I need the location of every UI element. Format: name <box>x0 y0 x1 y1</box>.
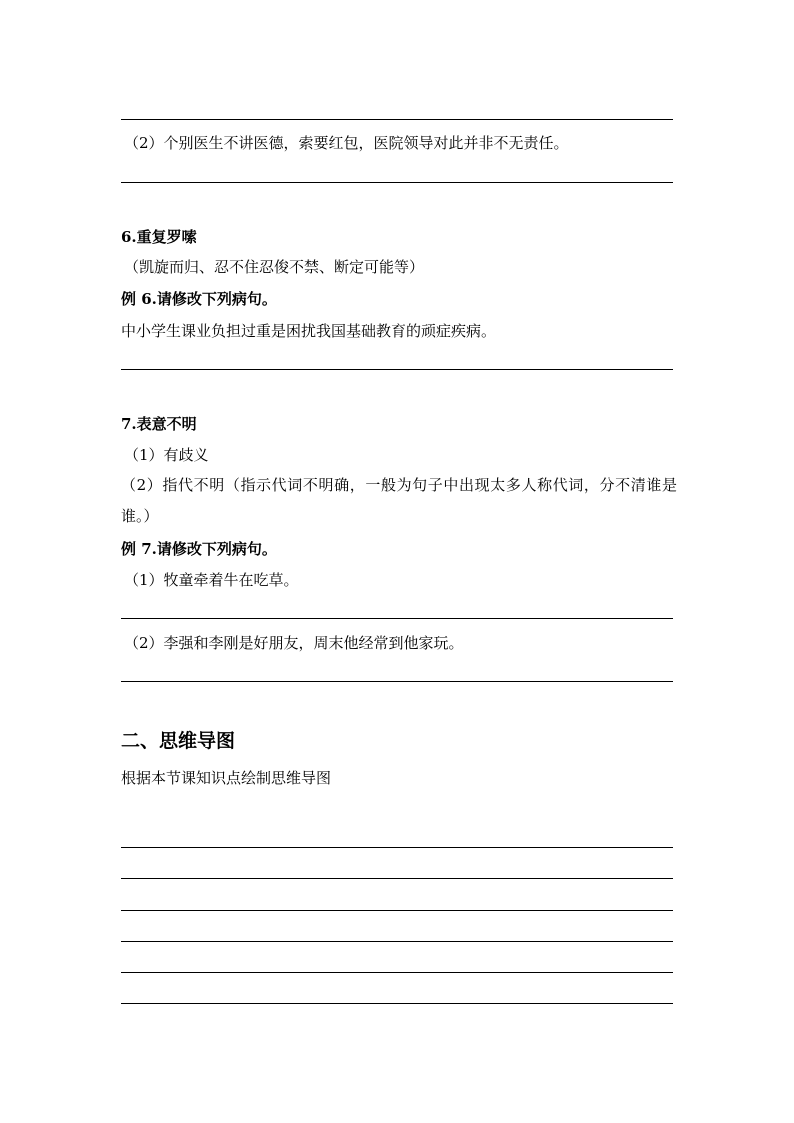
answer-line <box>121 878 673 879</box>
answer-line <box>121 618 673 619</box>
section6-sentence: 中小学生课业负担过重是困扰我国基础教育的顽症疾病。 <box>121 322 497 340</box>
item2-sentence: （2）个别医生不讲医德，索要红包，医院领导对此并非不无责任。 <box>124 134 569 152</box>
answer-line <box>121 910 673 911</box>
section7-q2: （2）李强和李刚是好朋友，周末他经常到他家玩。 <box>124 634 464 652</box>
section7-point1: （1）有歧义 <box>124 446 209 464</box>
answer-line <box>121 369 673 370</box>
answer-line <box>121 847 673 848</box>
answer-line <box>121 1003 673 1004</box>
answer-line <box>121 182 673 183</box>
section7-title: 7.表意不明 <box>121 415 197 433</box>
section7-q1: （1）牧童牵着牛在吃草。 <box>124 571 299 589</box>
section6-example-title: 例 6.请修改下列病句。 <box>121 290 277 308</box>
answer-line <box>121 119 673 120</box>
section7-point2: （2）指代不明（指示代词不明确，一般为句子中出现太多人称代词，分不清谁是谁。） <box>121 476 677 525</box>
part2-heading: 二、思维导图 <box>121 730 236 752</box>
section7-example-title: 例 7.请修改下列病句。 <box>121 540 277 558</box>
answer-line <box>121 972 673 973</box>
part2-instruction: 根据本节课知识点绘制思维导图 <box>121 769 332 787</box>
section6-note: （凯旋而归、忍不住忍俊不禁、断定可能等） <box>124 258 425 276</box>
section6-title: 6.重复罗嗦 <box>121 228 197 246</box>
answer-line <box>121 941 673 942</box>
answer-line <box>121 681 673 682</box>
